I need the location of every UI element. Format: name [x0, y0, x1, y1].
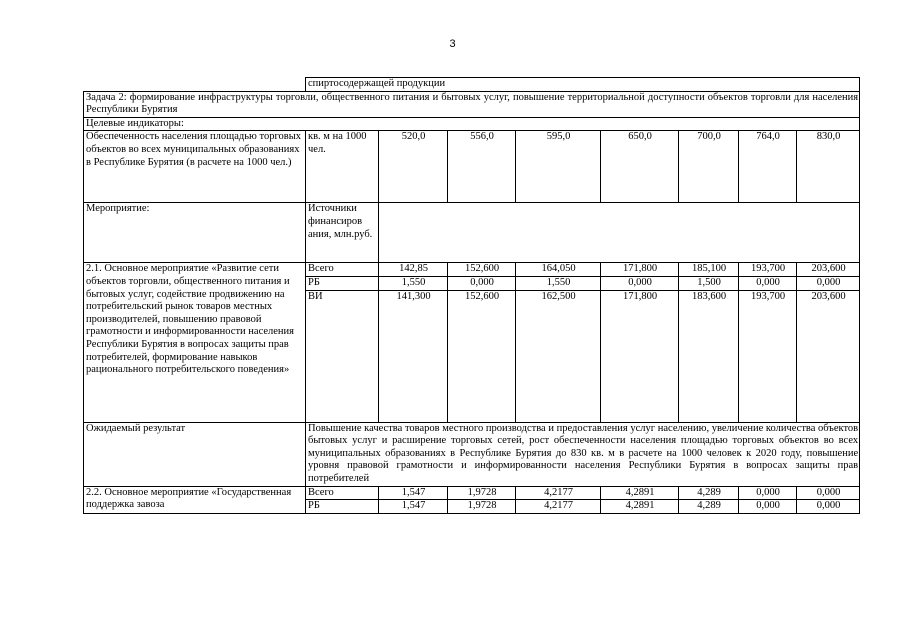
continued-row: [84, 78, 860, 92]
amount-cell: 152,600: [448, 263, 516, 277]
page-number: 3: [449, 38, 456, 50]
measure-2-2-row-total: [84, 486, 860, 500]
amount-cell: 1,550: [379, 276, 448, 290]
amount-cell: 142,85: [379, 263, 448, 277]
source-label: ВИ: [306, 290, 379, 422]
indicator-value: 556,0: [448, 131, 516, 203]
indicator-value: 764,0: [739, 131, 797, 203]
amount-cell: 162,500: [516, 290, 601, 422]
indicator-row: [84, 131, 860, 203]
source-label: Всего: [306, 486, 379, 500]
amount-cell: 4,2891: [601, 486, 679, 500]
expected-result-row: [84, 422, 860, 486]
targets-row: [84, 117, 860, 131]
amount-cell: 1,9728: [448, 486, 516, 500]
measure-header-row: [84, 203, 860, 263]
amount-cell: 4,2891: [601, 500, 679, 514]
task-2-text: Задача 2: формирование инфраструктуры торговли, общественного питания и бытовых услуг, повышение территориальной доступности объектов торговли для населения Республики Бурятия: [84, 91, 860, 117]
amount-cell: 152,600: [448, 290, 516, 422]
amount-cell: 0,000: [797, 486, 860, 500]
continued-text: спиртосодержащей продукции: [306, 78, 860, 92]
amount-cell: 171,800: [601, 263, 679, 277]
amount-cell: 1,550: [516, 276, 601, 290]
source-label: РБ: [306, 500, 379, 514]
task-row: [84, 91, 860, 117]
indicator-value: 700,0: [679, 131, 739, 203]
amount-cell: 0,000: [797, 276, 860, 290]
amount-cell: 4,289: [679, 500, 739, 514]
sources-label: Источники финансиров ания, млн.руб.: [306, 203, 379, 263]
amount-cell: 4,2177: [516, 486, 601, 500]
amount-cell: 1,500: [679, 276, 739, 290]
measure-2-2-name: 2.2. Основное мероприятие «Государственная поддержка завоза: [84, 486, 306, 513]
amount-cell: 0,000: [739, 500, 797, 514]
amount-cell: 0,000: [797, 500, 860, 514]
amount-cell: 164,050: [516, 263, 601, 277]
amount-cell: 193,700: [739, 290, 797, 422]
measure-2-1-name: 2.1. Основное мероприятие «Развитие сети объектов торговли, общественного питания и бытовых услуг, содействие продвижению на потребительский рынок товаров местных производителей, повышению правовой грамотности и информированности населения Республики Бурятия в вопросах защиты прав потребителей, формирование навыков рационального потребительского поведения»: [84, 263, 306, 422]
indicator-value: 650,0: [601, 131, 679, 203]
indicator-value: 595,0: [516, 131, 601, 203]
amount-cell: 0,000: [448, 276, 516, 290]
measure-label: Мероприятие:: [84, 203, 306, 263]
amount-cell: 1,9728: [448, 500, 516, 514]
amount-cell: 4,289: [679, 486, 739, 500]
amount-cell: 1,547: [379, 500, 448, 514]
indicator-value: 830,0: [797, 131, 860, 203]
amount-cell: 193,700: [739, 263, 797, 277]
indicator-value: 520,0: [379, 131, 448, 203]
expected-result-label: Ожидаемый результат: [84, 422, 306, 486]
targets-label: Целевые индикаторы:: [84, 117, 860, 131]
amount-cell: 183,600: [679, 290, 739, 422]
amount-cell: 185,100: [679, 263, 739, 277]
amount-cell: 0,000: [739, 276, 797, 290]
amount-cell: 203,600: [797, 263, 860, 277]
expected-result-text: Повышение качества товаров местного производства и предоставления услуг населению, увеличение количества объектов бытовых услуг и расширение торговых сетей, рост обеспеченности населения площадью торговых объектов во всех муниципальных образованиях в Республике Бурятия до 830 кв. м в расчете на 1000 человек к 2020 году, повышение уровня правовой грамотности и информированности населения Республики Бурятия в вопросах защиты прав потребителей: [306, 422, 860, 486]
program-table: [83, 77, 860, 514]
indicator-unit: кв. м на 1000 чел.: [306, 131, 379, 203]
measure-2-1-row-total: [84, 263, 860, 277]
indicator-name: Обеспеченность населения площадью торговых объектов во всех муниципальных образованиях в Республике Бурятия (в расчете на 1000 чел.): [84, 131, 306, 203]
amount-cell: 0,000: [601, 276, 679, 290]
source-label: Всего: [306, 263, 379, 277]
amount-cell: 141,300: [379, 290, 448, 422]
amount-cell: 1,547: [379, 486, 448, 500]
amount-cell: 0,000: [739, 486, 797, 500]
source-label: РБ: [306, 276, 379, 290]
amount-cell: 171,800: [601, 290, 679, 422]
amount-cell: 4,2177: [516, 500, 601, 514]
amount-cell: 203,600: [797, 290, 860, 422]
